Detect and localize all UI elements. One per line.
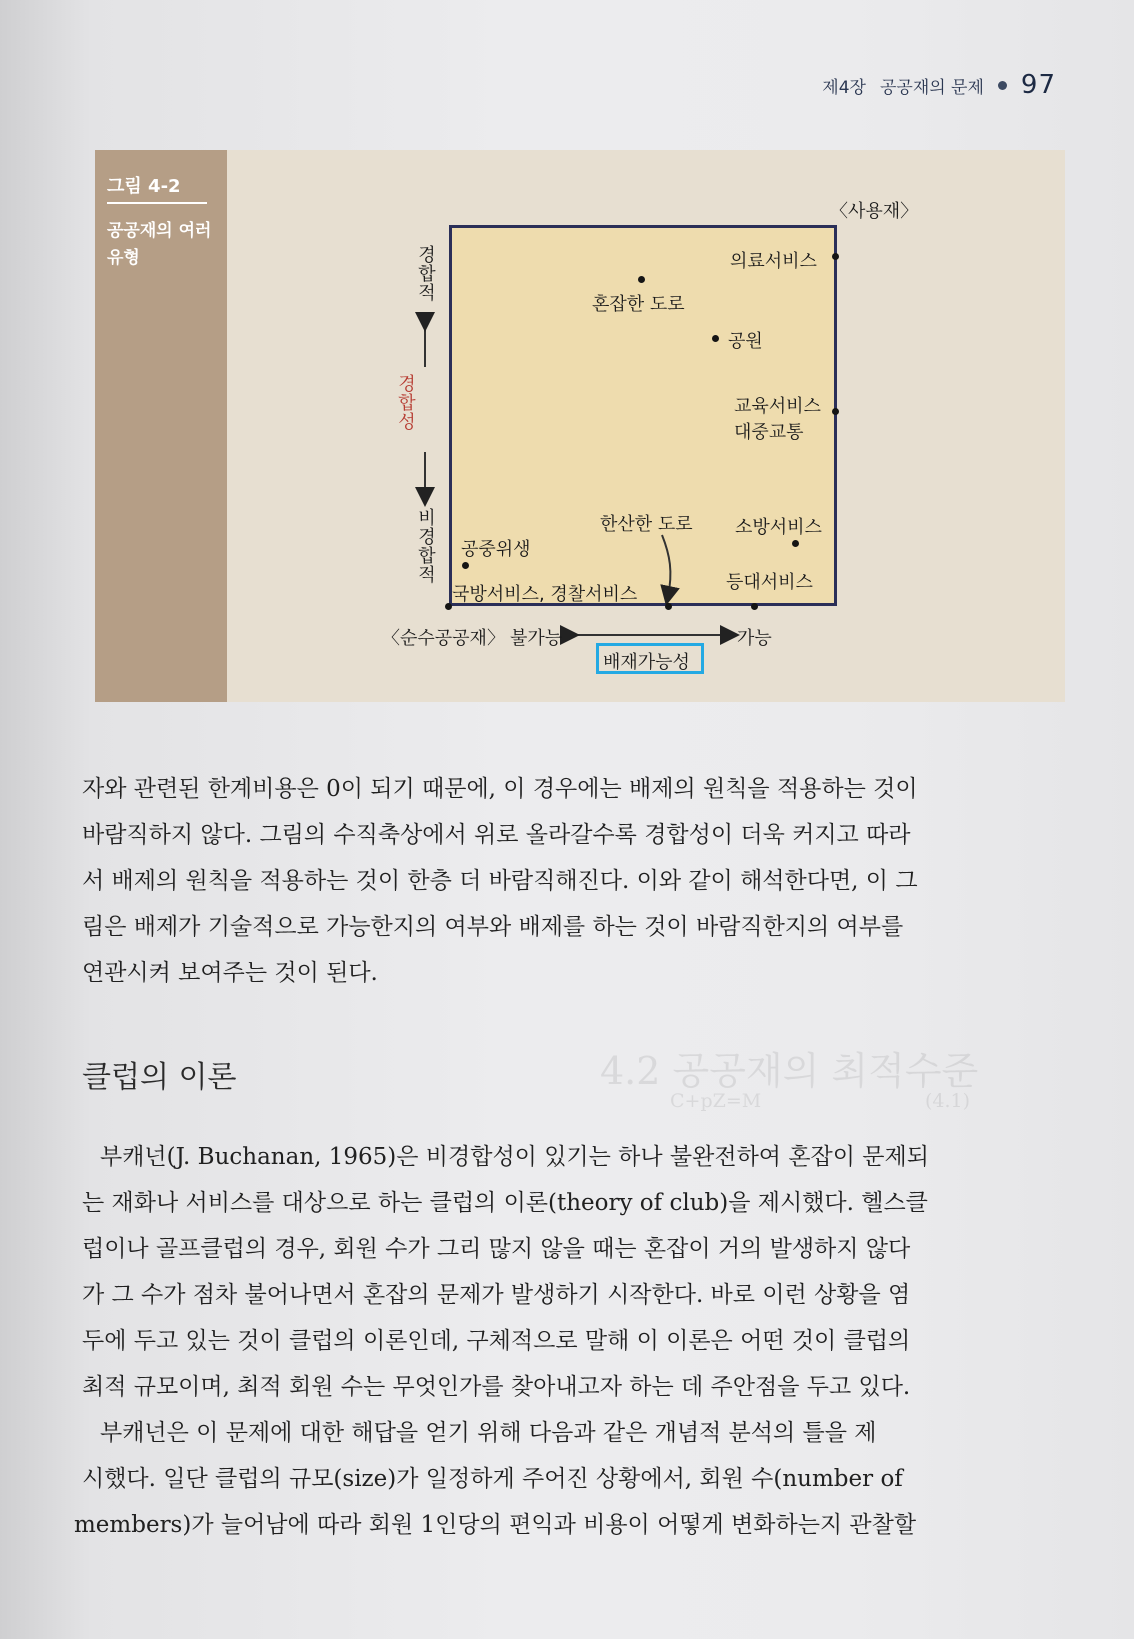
paragraph-2-line-5: 두에 두고 있는 것이 클럽의 이론인데, 구체적으로 말해 이 이론은 어떤 것이 클럽의	[82, 1328, 911, 1354]
impossible-label: 불가능	[510, 628, 563, 649]
fire-service-point	[792, 540, 799, 547]
paragraph-3-line-3: members)가 늘어남에 따라 회원 1인당의 편익과 비용이 어떻게 변화하는지 관찰할	[74, 1512, 917, 1538]
paragraph-1-line-4: 림은 배제가 기술적으로 가능한지의 여부와 배제를 하는 것이 바람직한지의 여부를	[82, 914, 904, 940]
chapter-label: 제4장	[822, 77, 866, 98]
paragraph-2-line-1: 부캐넌(J. Buchanan, 1965)은 비경합성이 있기는 하나 불완전하여 혼잡이 문제되	[100, 1144, 929, 1170]
public-transit-label: 대중교통	[734, 422, 804, 443]
sparse-road-pointer-arrow	[662, 535, 670, 596]
congested-road-label: 혼잡한 도로	[592, 294, 685, 315]
education-service-label: 교육서비스	[734, 396, 821, 417]
bleed-through-equation: C+pZ=M	[670, 1090, 762, 1112]
nonrivalrous-label: 비경합적	[415, 508, 436, 584]
paragraph-3-line-2: 시했다. 일단 클럽의 규모(size)가 일정하게 주어진 상황에서, 회원 수(number of	[82, 1466, 903, 1492]
defense-police-point	[445, 603, 452, 610]
possible-label: 가능	[737, 628, 772, 649]
paragraph-3-line-1: 부캐넌은 이 문제에 대한 해답을 얻기 위해 다음과 같은 개념적 분석의 틀을 제	[100, 1420, 877, 1446]
figure-title: 공공재의 여러 유형	[107, 221, 212, 268]
lighthouse-service-point	[751, 603, 758, 610]
rivalrous-label: 경합적	[415, 245, 436, 302]
education-transit-point	[832, 408, 839, 415]
private-good-label: 〈사용재〉	[830, 201, 919, 222]
paragraph-1-line-2: 바람직하지 않다. 그림의 수직축상에서 위로 올라갈수록 경합성이 더욱 커지고 따라	[82, 822, 911, 848]
park-point	[712, 335, 719, 342]
excludability-axis-label: 배재가능성	[603, 652, 690, 673]
bleed-through-equation-number: (4.1)	[925, 1090, 971, 1112]
congested-road-point	[638, 276, 645, 283]
rivalry-axis-label: 경합성	[395, 374, 416, 431]
page-number: 97	[1020, 70, 1056, 100]
paragraph-2-line-2: 는 재화나 서비스를 대상으로 하는 클럽의 이론(theory of club)을 제시했다. 헬스클	[82, 1190, 928, 1216]
park-label: 공원	[728, 331, 763, 352]
public-sanitation-label: 공중위생	[461, 539, 531, 560]
fire-service-label: 소방서비스	[735, 517, 822, 538]
public-sanitation-point	[462, 562, 469, 569]
paragraph-1-line-1: 자와 관련된 한계비용은 0이 되기 때문에, 이 경우에는 배제의 원칙을 적용하는 것이	[82, 776, 918, 802]
medical-service-point	[832, 253, 839, 260]
excludability-highlight-box	[596, 643, 704, 674]
lighthouse-service-label: 등대서비스	[726, 572, 813, 593]
chapter-title: 공공재의 문제	[879, 77, 984, 98]
paragraph-2-line-6: 최적 규모이며, 최적 회원 수는 무엇인가를 찾아내고자 하는 데 주안점을 두고 있다.	[82, 1374, 911, 1400]
defense-police-label: 국방서비스, 경찰서비스	[452, 584, 638, 605]
paragraph-2-line-4: 가 그 수가 점차 불어나면서 혼잡의 문제가 발생하기 시작한다. 바로 이런 상황을 염	[82, 1282, 911, 1308]
medical-service-label: 의료서비스	[730, 251, 817, 272]
figure-number: 그림 4-2	[107, 176, 181, 197]
paragraph-1-line-3: 서 배제의 원칙을 적용하는 것이 한층 더 바람직해진다. 이와 같이 해석한다면, 이 그	[82, 868, 918, 894]
bleed-through-heading: 4.2 공공재의 최적수준	[600, 1049, 979, 1093]
sparse-road-label: 한산한 도로	[600, 514, 693, 535]
pure-public-good-label: 〈순수공공재〉	[382, 628, 505, 649]
paragraph-2-line-3: 럽이나 골프클럽의 경우, 회원 수가 그리 많지 않을 때는 혼잡이 거의 발생하지 않다	[82, 1236, 911, 1262]
paragraph-1-line-5: 연관시켜 보여주는 것이 된다.	[82, 960, 378, 986]
section-heading: 클럽의 이론	[82, 1060, 237, 1095]
sparse-road-point	[665, 603, 672, 610]
